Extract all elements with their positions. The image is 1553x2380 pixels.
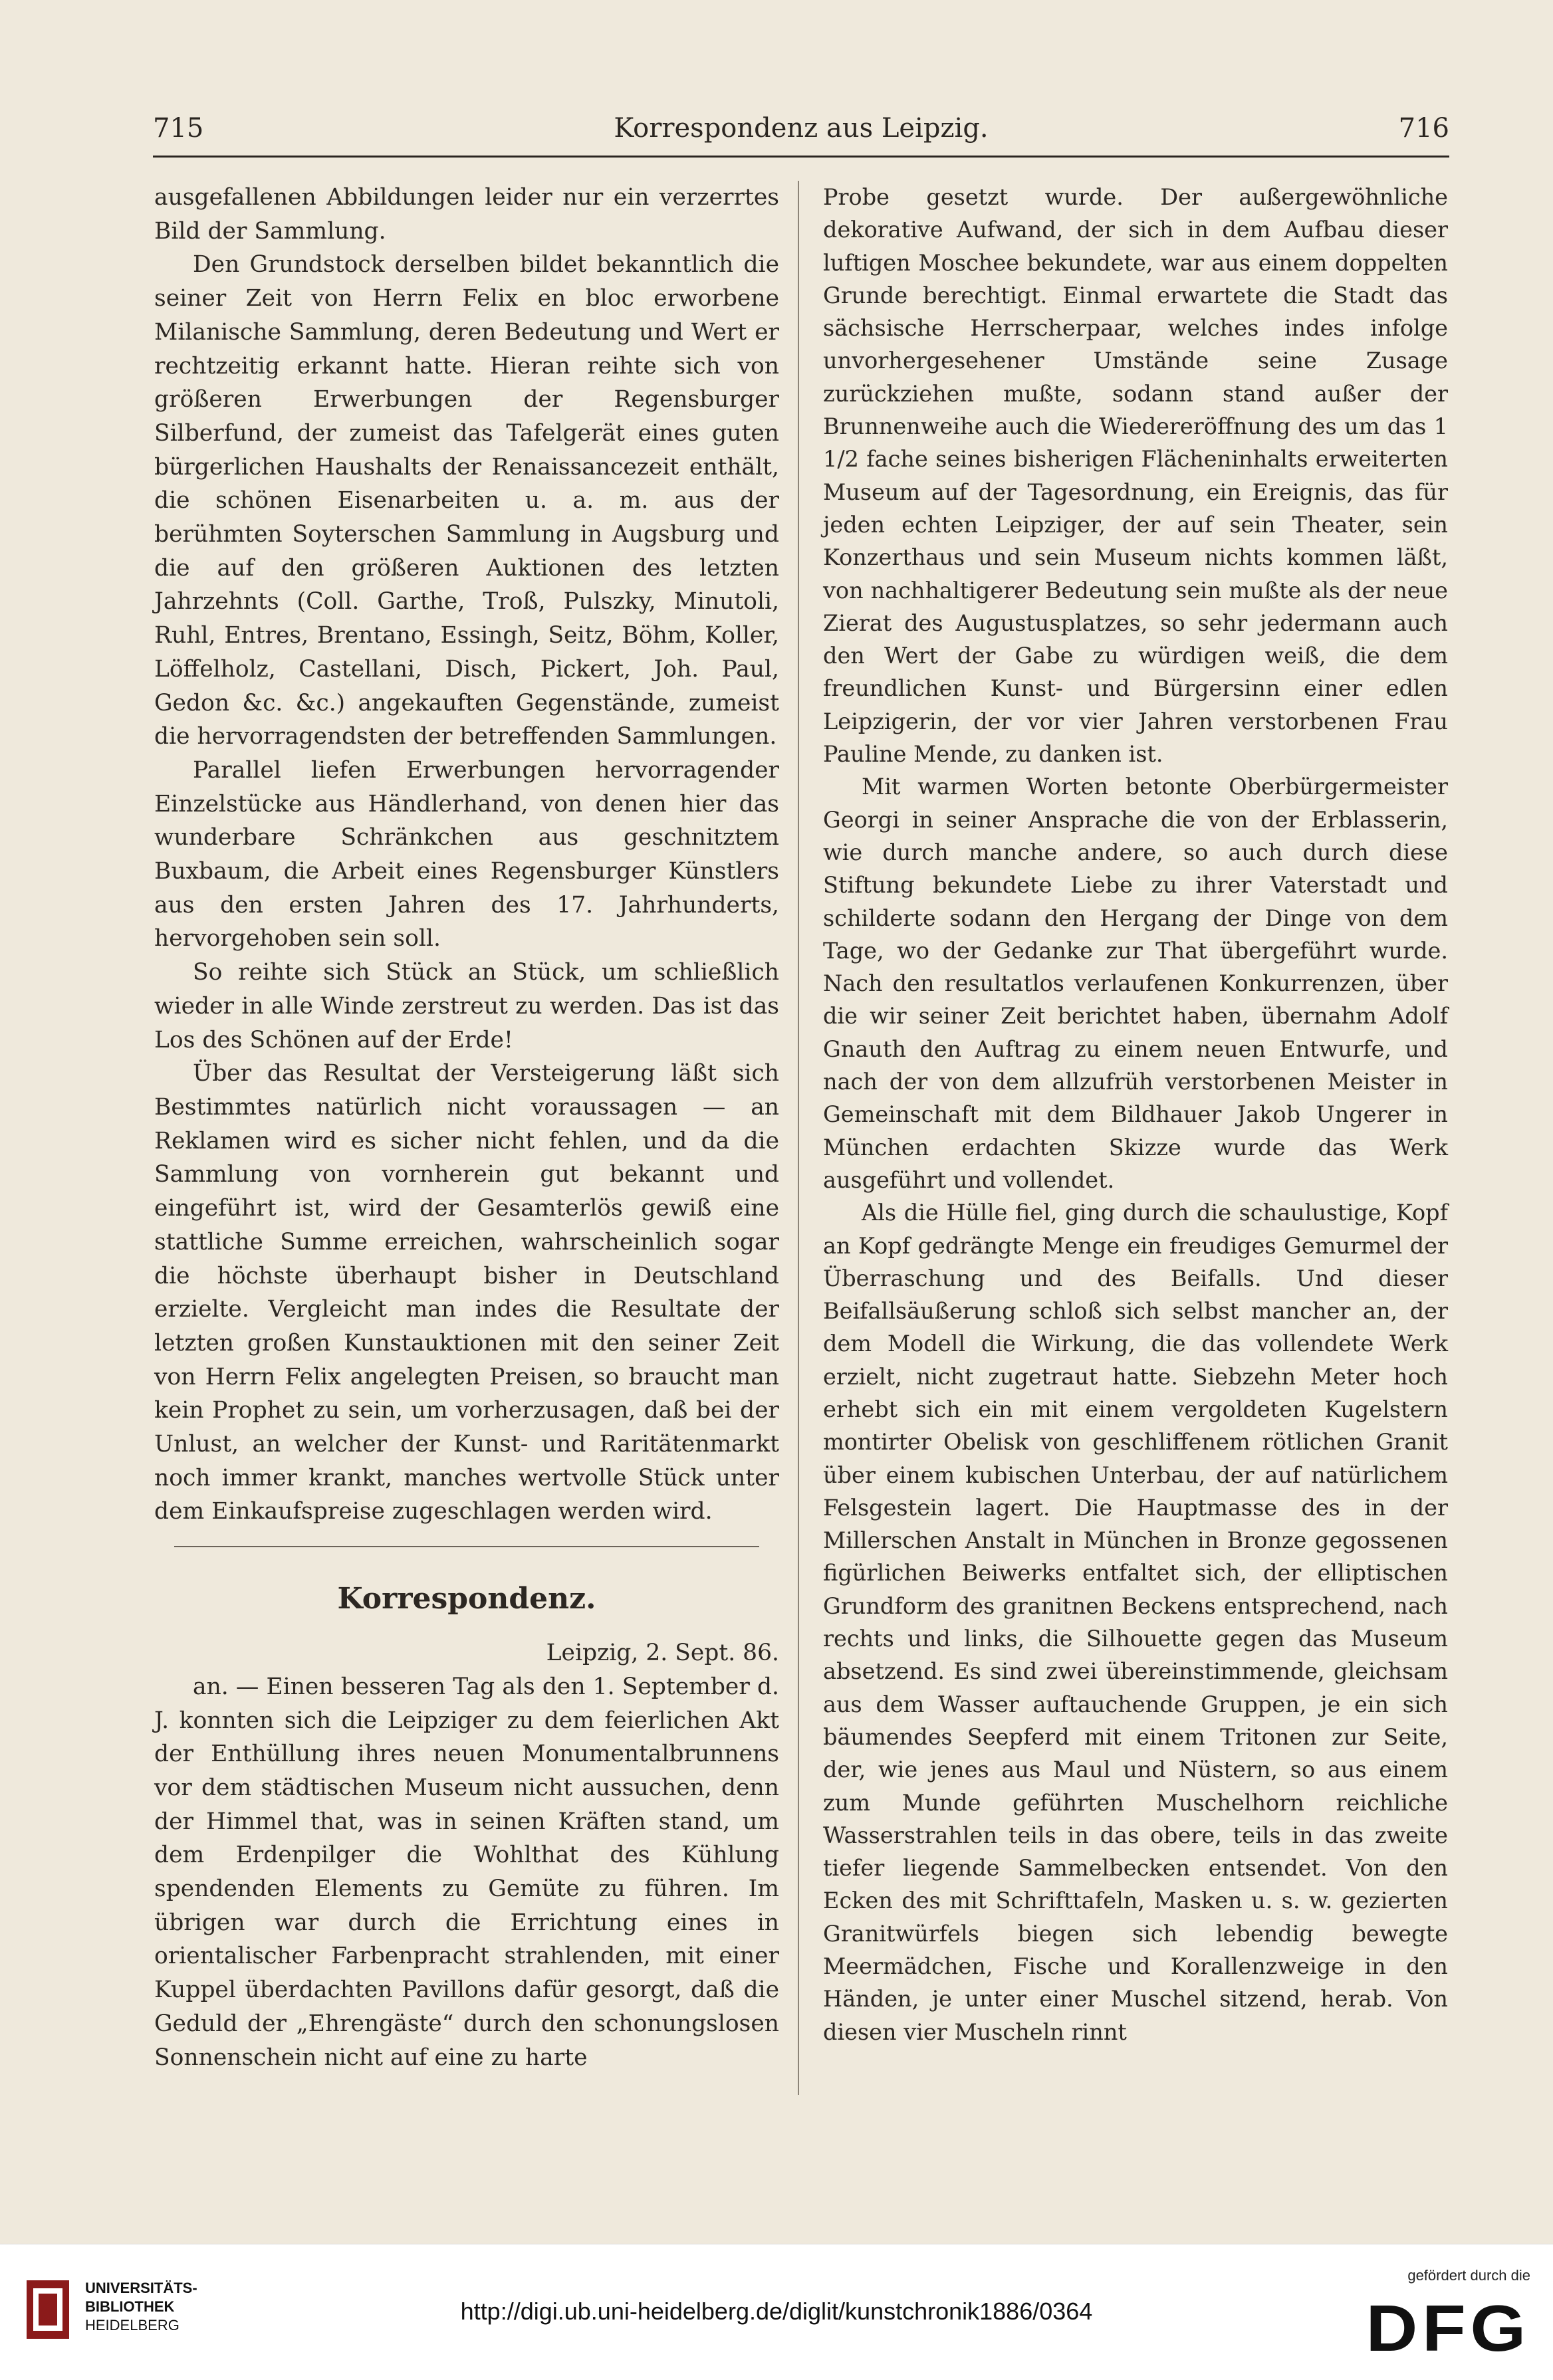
page-header xyxy=(153,100,1449,158)
paragraph: Probe gesetzt wurde. Der außergewöhnliche dekorative Aufwand, der sich in dem Aufbau dieser luftigen Moschee bekundete, war aus einem doppelten Grunde berechtigt. Einmal erwartete die Stadt das sächsische Herrscherpaar, welches indes infolge unvorhergesehener Umstände seine Zusage zurückziehen mußte, sodann stand außer der Brunnenweihe auch die Wiedereröffnung des um das 1 1/2 fache seines bisherigen Flächeninhalts erweiterten Museum auf der Tagesordnung, ein Ereignis, das für jeden echten Leipziger, der auf sein Theater, sein Konzerthaus und sein Museum nichts kommen läßt, von nachhaltigerer Bedeutung sein mußte als der neue Zierat des Augustusplatzes, so sehr jedermann auch den Wert der Gabe zu würdigen weiß, die dem freundlichen Kunst- und Bürgersinn einer edlen Leipzigerin, der vor vier Jahren verstorbenen Frau Pauline Mende, zu danken ist. xyxy=(823,184,1448,768)
paragraph: Den Grundstock derselben bildet bekanntlich die seiner Zeit von Herrn Felix en bloc erworbene Milanische Sammlung, deren Bedeutung und Wert er rechtzeitig erkannt hatte. Hieran reihte sich von größeren Erwerbungen der Regensburger Silberfund, der zumeist das Tafelgerät eines guten bürgerlichen Haushalts der Renaissancezeit enthält, die schönen Eisenarbeiten u. a. m. aus der berühmten Soyterschen Sammlung in Augsburg und die auf den größeren Auktionen des letzten Jahrzehnts (Coll. Garthe, Troß, Pulszky, Minutoli, Ruhl, Entres, Brentano, Essingh, Seitz, Böhm, Koller, Löffelholz, Castellani, Disch, Pickert, Joh. Paul, Gedon &c. &c.) angekauften Gegenstände, zumeist die hervorragendsten der betreffenden Sammlungen. xyxy=(154,251,779,750)
footer-bar xyxy=(0,2244,1553,2380)
funded-by-label: gefördert durch die xyxy=(1407,2267,1530,2284)
section-divider xyxy=(174,1546,759,1547)
paragraph: Über das Resultat der Versteigerung läßt sich Bestimmtes natürlich nicht voraussagen — an Reklamen wird es sicher nicht fehlen, und da die Sammlung von vornherein gut bekannt und eingeführt ist, wird der Gesamterlös gewiß eine stattliche Summe erreichen, wahrscheinlich sogar die höchste überhaupt bisher in Deutschland erzielte. Vergleicht man indes die Resultate der letzten großen Kunstauktionen mit den seiner Zeit von Herrn Felix angelegten Preisen, so braucht man kein Prophet zu sein, um vorherzusagen, daß bei der Unlust, an welcher der Kunst- und Raritätenmarkt noch immer krankt, manches wertvolle Stück unter dem Einkaufspreise zugeschlagen werden wird. xyxy=(154,1060,779,1525)
paragraph: an. — Einen besseren Tag als den 1. September d. J. konnten sich die Leipziger zu dem feierlichen Akt der Enthüllung ihres neuen Monumentalbrunnens vor dem städtischen Museum nicht aussuchen, denn der Himmel that, was in seinen Kräften stand, um dem Erdenpilger die Wohlthat des Kühlung spendenden Elements zu Gemüte zu führen. Im übrigen war durch die Errichtung eines in orientalischer Farbenpracht strahlenden, mit einer Kuppel überdachten Pavillons dafür gesorgt, daß die Geduld der „Ehrengäste“ durch den schonungslosen Sonnenschein nicht auf eine zu harte xyxy=(154,1673,779,2071)
library-name-line: BIBLIOTHEK xyxy=(85,2298,175,2315)
library-name-line: HEIDELBERG xyxy=(85,2317,179,2333)
paragraph: Mit warmen Worten betonte Oberbürgermeister Georgi in seiner Ansprache die von der Erblasserin, wie durch manche andere, so auch durch diese Stiftung bekundete Liebe zu ihrer Vaterstadt und schilderte sodann den Hergang der Dinge von dem Tage, wo der Gedanke zur That übergeführt wurde. Nach den resultatlos verlaufenen Konkurrenzen, über die wir seiner Zeit berichtet haben, übernahm Adolf Gnauth den Auftrag zu einem neuen Entwurfe, und nach der von dem allzufrüh verstorbenen Meister in Gemeinschaft mit dem Bildhauer Jakob Ungerer in München erdachten Skizze wurde das Werk ausgeführt und vollendet. xyxy=(823,774,1448,1193)
source-url-link[interactable]: http://digi.ub.uni-heidelberg.de/diglit/kunstchronik1886/0364 xyxy=(460,2298,1093,2325)
page-number-right: 716 xyxy=(1398,113,1449,144)
column-rule xyxy=(798,181,799,2095)
library-name-line: UNIVERSITÄTS- xyxy=(85,2280,197,2296)
dfg-logo: DFG xyxy=(1366,2292,1530,2365)
section-heading: Korrespondenz. xyxy=(337,1582,596,1616)
page-number-left: 715 xyxy=(153,113,204,144)
left-column xyxy=(154,181,779,2074)
paragraph: Parallel liefen Erwerbungen hervorragender Einzelstücke aus Händlerhand, von denen hier das wunderbare Schränkchen aus geschnitztem Buxbaum, die Arbeit eines Regensburger Künstlers aus den ersten Jahren des 17. Jahrhunderts, hervorgehoben sein soll. xyxy=(154,756,779,952)
dateline: Leipzig, 2. Sept. 86. xyxy=(546,1640,779,1667)
right-column xyxy=(823,181,1448,2048)
paragraph: ausgefallenen Abbildungen leider nur ein verzerrtes Bild der Sammlung. xyxy=(154,184,779,245)
running-title: Korrespondenz aus Leipzig. xyxy=(614,113,989,144)
paragraph: So reihte sich Stück an Stück, um schließlich wieder in alle Winde zerstreut zu werden. Das ist das Los des Schönen auf der Erde! xyxy=(154,959,779,1053)
paragraph: Als die Hülle fiel, ging durch die schaulustige, Kopf an Kopf gedrängte Menge ein freudiges Gemurmel der Überraschung und des Beifalls. Und dieser Beifallsäußerung schloß sich selbst mancher an, der dem Modell die Wirkung, die das vollendete Werk erzielt, nicht zugetraut hatte. Siebzehn Meter hoch erhebt sich ein mit einem vergoldeten Kugelstern montirter Obelisk von geschliffenem rötlichen Granit über einem kubischen Unterbau, der auf natürlichem Felsgestein lagert. Die Hauptmasse des in der Millerschen Anstalt in München in Bronze gegossenen figürlichen Beiwerks entfaltet sich, der elliptischen Grundform des granitnen Beckens entsprechend, nach rechts und links, die Silhouette gegen das Museum absetzend. Es sind zwei übereinstimmende, gleichsam aus dem Wasser auftauchende Gruppen, je ein sich bäumendes Seepferd mit einem Tritonen zur Seite, der, wie jenes aus Maul und Nüstern, so aus einem zum Munde geführten Muschelhorn reichliche Wasserstrahlen teils in das obere, teils in das zweite tiefer liegende Sammelbecken entsendet. Von den Ecken des mit Schrifttafeln, Masken u. s. w. gezierten Granitwürfels biegen sich lebendig bewegte Meermädchen, Fische und Korallenzweige in den Händen, je unter einer Muschel sitzend, herab. Von diesen vier Muscheln rinnt xyxy=(823,1200,1448,2045)
